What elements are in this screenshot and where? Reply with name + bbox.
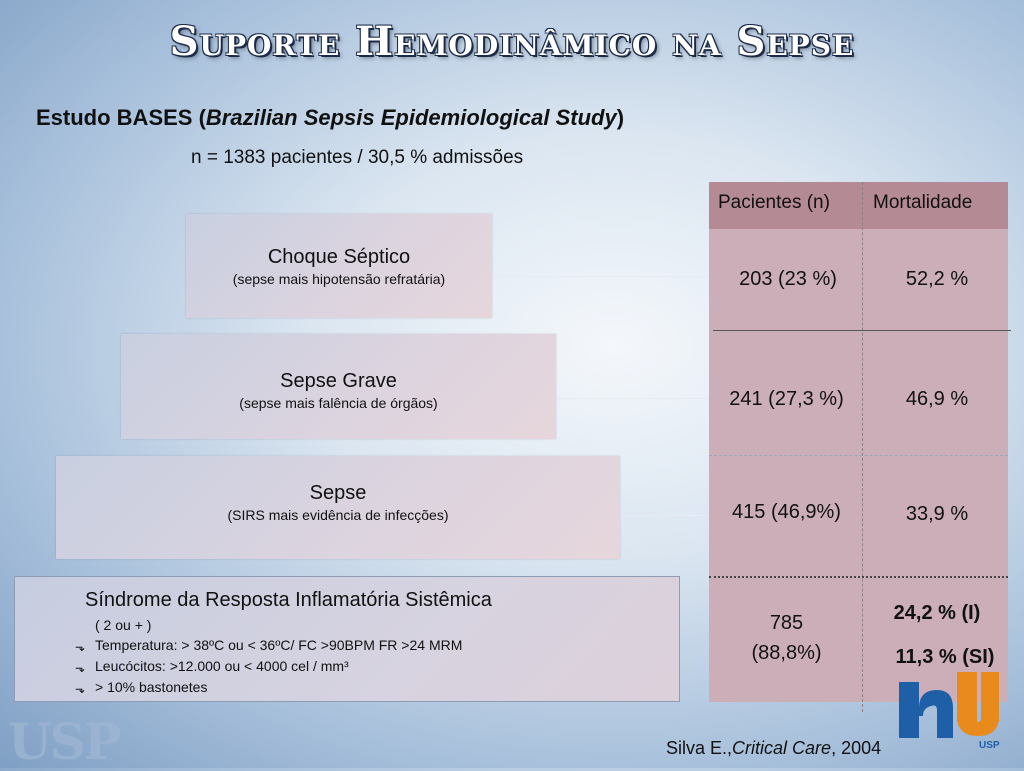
usp-logo: USP <box>8 712 120 771</box>
hu-usp-logo <box>893 660 1003 750</box>
patients-sirs-percent: (88,8%) <box>751 642 822 664</box>
row-divider <box>709 455 1008 456</box>
sirs-criterion: Leucócitos: >12.000 ou < 4000 cel / mm³ <box>95 658 349 674</box>
study-suffix: ) <box>616 105 625 130</box>
guide-line <box>620 515 709 516</box>
box-title: Sepse Grave <box>280 370 397 392</box>
row-divider <box>713 330 1011 331</box>
hu-logo-sub: USP <box>979 740 1000 750</box>
slide-title: Suporte Hemodinâmico na Sepse <box>169 18 855 65</box>
box-subtitle: (SIRS mais evidência de infecções) <box>227 507 449 523</box>
mortality-sirs-si: 11,3 % (SI) <box>895 646 995 668</box>
box-title: Sepse <box>309 482 367 504</box>
mortality-choque: 52,2 % <box>905 268 969 290</box>
citation-year: , 2004 <box>831 738 882 758</box>
column-divider <box>862 182 863 712</box>
mortality-sepse: 33,9 % <box>905 503 969 525</box>
box-choque-septico <box>186 214 492 318</box>
sirs-criterion: Temperatura: > 38ºC ou < 36ºC/ FC >90BPM FR >24 MRM <box>95 637 463 653</box>
box-sepse-grave <box>121 334 556 439</box>
row-divider <box>709 576 1008 578</box>
mortality-sepse-grave: 46,9 % <box>905 388 969 410</box>
study-prefix: Estudo BASES ( <box>36 105 206 130</box>
box-sepse <box>56 456 620 559</box>
box-title: Choque Séptico <box>267 246 411 268</box>
patients-sirs: 785 <box>769 612 804 634</box>
box-sirs <box>14 576 680 702</box>
citation <box>666 738 881 759</box>
box-subtitle: (sepse mais falência de órgãos) <box>239 395 438 411</box>
sirs-criterion: > 10% bastonetes <box>95 679 208 695</box>
guide-line <box>556 398 709 399</box>
sirs-title: Síndrome da Resposta Inflamatória Sistêmica <box>85 589 492 611</box>
arrow-bullet-icon: ⬎ <box>75 682 86 696</box>
study-name: Brazilian Sepsis Epidemiological Study <box>205 105 617 130</box>
mortality-sirs-i: 24,2 % (I) <box>893 602 981 624</box>
patients-sepse-grave: 241 (27,3 %) <box>729 388 844 410</box>
header-patients: Pacientes (n) <box>718 192 830 213</box>
sirs-criteria-count: ( 2 ou + ) <box>95 617 152 633</box>
arrow-bullet-icon: ⬎ <box>75 661 86 675</box>
header-mortality: Mortalidade <box>873 192 973 213</box>
box-subtitle: (sepse mais hipotensão refratária) <box>232 271 446 287</box>
arrow-bullet-icon: ⬎ <box>75 640 86 654</box>
patients-sepse: 415 (46,9%) <box>732 501 841 523</box>
patients-choque: 203 (23 %) <box>739 268 837 290</box>
sample-size: n = 1383 pacientes / 30,5 % admissões <box>191 147 524 168</box>
citation-journal: Critical Care <box>732 738 832 758</box>
citation-author: Silva E., <box>666 738 733 758</box>
guide-line <box>492 276 709 277</box>
study-line <box>36 105 624 131</box>
